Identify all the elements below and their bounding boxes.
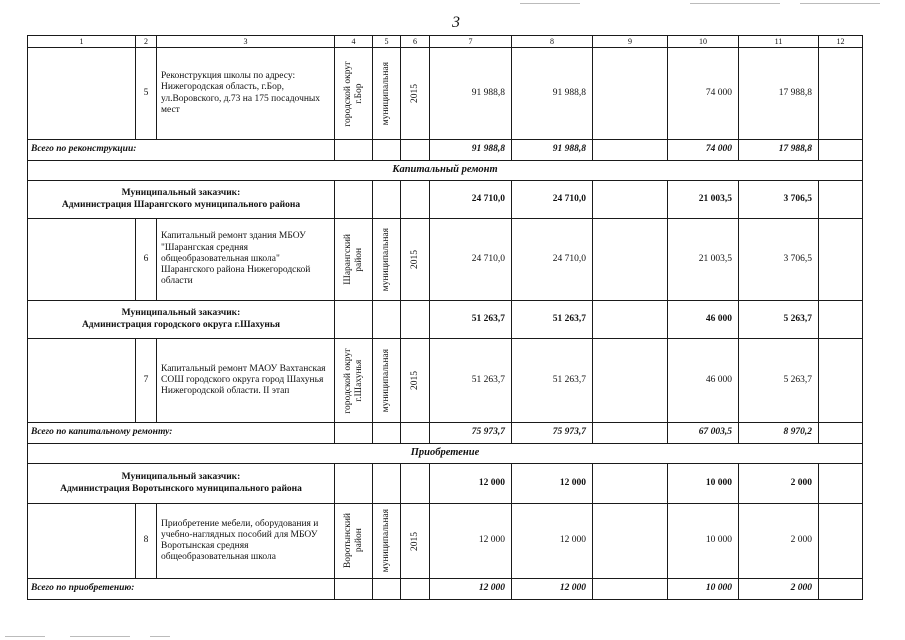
total-label: Всего по приобретению: xyxy=(28,579,335,600)
col10-value: 74 000 xyxy=(668,140,739,161)
location: городской округ г.Бор xyxy=(342,60,364,127)
col10-value: 10 000 xyxy=(668,579,739,600)
row-number: 8 xyxy=(136,504,157,579)
total-label: Всего по капитальному ремонту: xyxy=(28,423,335,444)
col8-value: 12 000 xyxy=(512,464,593,504)
customer-row xyxy=(28,464,863,504)
total-row xyxy=(28,579,863,600)
col10-value: 21 003,5 xyxy=(668,219,739,301)
header-cell: 1 xyxy=(28,36,136,48)
header-cell: 9 xyxy=(593,36,668,48)
column-numbers-row xyxy=(28,36,863,48)
total-row xyxy=(28,423,863,444)
row-number: 6 xyxy=(136,219,157,301)
col10-value: 21 003,5 xyxy=(668,181,739,219)
header-cell: 10 xyxy=(668,36,739,48)
col11-value: 5 263,7 xyxy=(739,301,819,339)
col11-value: 2 000 xyxy=(739,579,819,600)
year: 2015 xyxy=(409,84,420,103)
col11-value: 5 263,7 xyxy=(739,339,819,423)
header-cell: 3 xyxy=(157,36,335,48)
customer-label: Муниципальный заказчик: Администрация Воротынского муниципального района xyxy=(28,464,335,504)
program-table xyxy=(27,35,863,600)
col7-value: 12 000 xyxy=(430,464,512,504)
table-row xyxy=(28,504,863,579)
col7-value: 24 710,0 xyxy=(430,181,512,219)
scan-artifact xyxy=(70,636,130,637)
col10-value: 46 000 xyxy=(668,339,739,423)
page-number: 3 xyxy=(452,14,460,31)
col8-value: 91 988,8 xyxy=(512,48,593,140)
object-description: Капитальный ремонт МАОУ Вахтанская СОШ городского округа город Шахунья Нижегородской области. II этап xyxy=(157,339,335,423)
table-row xyxy=(28,339,863,423)
col7-value: 51 263,7 xyxy=(430,301,512,339)
col7-value: 12 000 xyxy=(430,504,512,579)
col8-value: 24 710,0 xyxy=(512,181,593,219)
col8-value: 91 988,8 xyxy=(512,140,593,161)
ownership: муниципальная xyxy=(381,509,392,573)
header-cell: 7 xyxy=(430,36,512,48)
section-title: Приобретение xyxy=(28,444,863,464)
col11-value: 2 000 xyxy=(739,504,819,579)
ownership: муниципальная xyxy=(381,348,392,413)
col10-value: 74 000 xyxy=(668,48,739,140)
col11-value: 3 706,5 xyxy=(739,181,819,219)
col11-value: 17 988,8 xyxy=(739,48,819,140)
ownership: муниципальная xyxy=(381,227,392,292)
col7-value: 24 710,0 xyxy=(430,219,512,301)
col11-value: 2 000 xyxy=(739,464,819,504)
customer-label: Муниципальный заказчик: Администрация городского округа г.Шахунья xyxy=(28,301,335,339)
col7-value: 12 000 xyxy=(430,579,512,600)
scan-artifact xyxy=(150,636,170,637)
col8-value: 12 000 xyxy=(512,579,593,600)
col8-value: 12 000 xyxy=(512,504,593,579)
col8-value: 75 973,7 xyxy=(512,423,593,444)
customer-label: Муниципальный заказчик: Администрация Шарангского муниципального района xyxy=(28,181,335,219)
table-row xyxy=(28,219,863,301)
col7-value: 51 263,7 xyxy=(430,339,512,423)
section-row xyxy=(28,444,863,464)
year: 2015 xyxy=(409,531,420,551)
header-cell: 2 xyxy=(136,36,157,48)
col10-value: 10 000 xyxy=(668,504,739,579)
customer-row xyxy=(28,181,863,219)
scan-artifact xyxy=(520,3,580,4)
total-label: Всего по реконструкции: xyxy=(28,140,335,161)
header-cell: 12 xyxy=(819,36,863,48)
section-title: Капитальный ремонт xyxy=(28,161,863,181)
col10-value: 10 000 xyxy=(668,464,739,504)
col8-value: 24 710,0 xyxy=(512,219,593,301)
object-description: Капитальный ремонт здания МБОУ "Шарангская средняя общеобразовательная школа" Шарангского района Нижегородской области xyxy=(157,219,335,301)
col11-value: 8 970,2 xyxy=(739,423,819,444)
col7-value: 75 973,7 xyxy=(430,423,512,444)
object-description: Реконструкция школы по адресу: Нижегородская область, г.Бор, ул.Воровского, д.73 на 175 посадочных мест xyxy=(157,48,335,140)
scan-artifact xyxy=(800,3,880,4)
header-cell: 5 xyxy=(373,36,401,48)
col11-value: 3 706,5 xyxy=(739,219,819,301)
header-cell: 6 xyxy=(401,36,430,48)
header-cell: 8 xyxy=(512,36,593,48)
col8-value: 51 263,7 xyxy=(512,339,593,423)
row-number: 5 xyxy=(136,48,157,140)
table-row xyxy=(28,48,863,140)
ownership: муниципальная xyxy=(381,61,392,126)
scan-artifact xyxy=(5,636,45,637)
location: городской округ г.Шахунья xyxy=(342,347,364,414)
col8-value: 51 263,7 xyxy=(512,301,593,339)
col7-value: 91 988,8 xyxy=(430,48,512,140)
row-number: 7 xyxy=(136,339,157,423)
year: 2015 xyxy=(409,371,420,390)
section-row xyxy=(28,161,863,181)
col10-value: 46 000 xyxy=(668,301,739,339)
col7-value: 91 988,8 xyxy=(430,140,512,161)
customer-row xyxy=(28,301,863,339)
header-cell: 11 xyxy=(739,36,819,48)
year: 2015 xyxy=(409,250,420,269)
header-cell: 4 xyxy=(335,36,373,48)
scan-artifact xyxy=(690,3,780,4)
object-description: Приобретение мебели, оборудования и учебно-наглядных пособий для МБОУ Воротынская средняя общеобразовательная школа xyxy=(157,504,335,579)
col11-value: 17 988,8 xyxy=(739,140,819,161)
location: Воротынский район xyxy=(342,513,364,569)
col10-value: 67 003,5 xyxy=(668,423,739,444)
location: Шарангский район xyxy=(342,234,364,285)
total-row xyxy=(28,140,863,161)
